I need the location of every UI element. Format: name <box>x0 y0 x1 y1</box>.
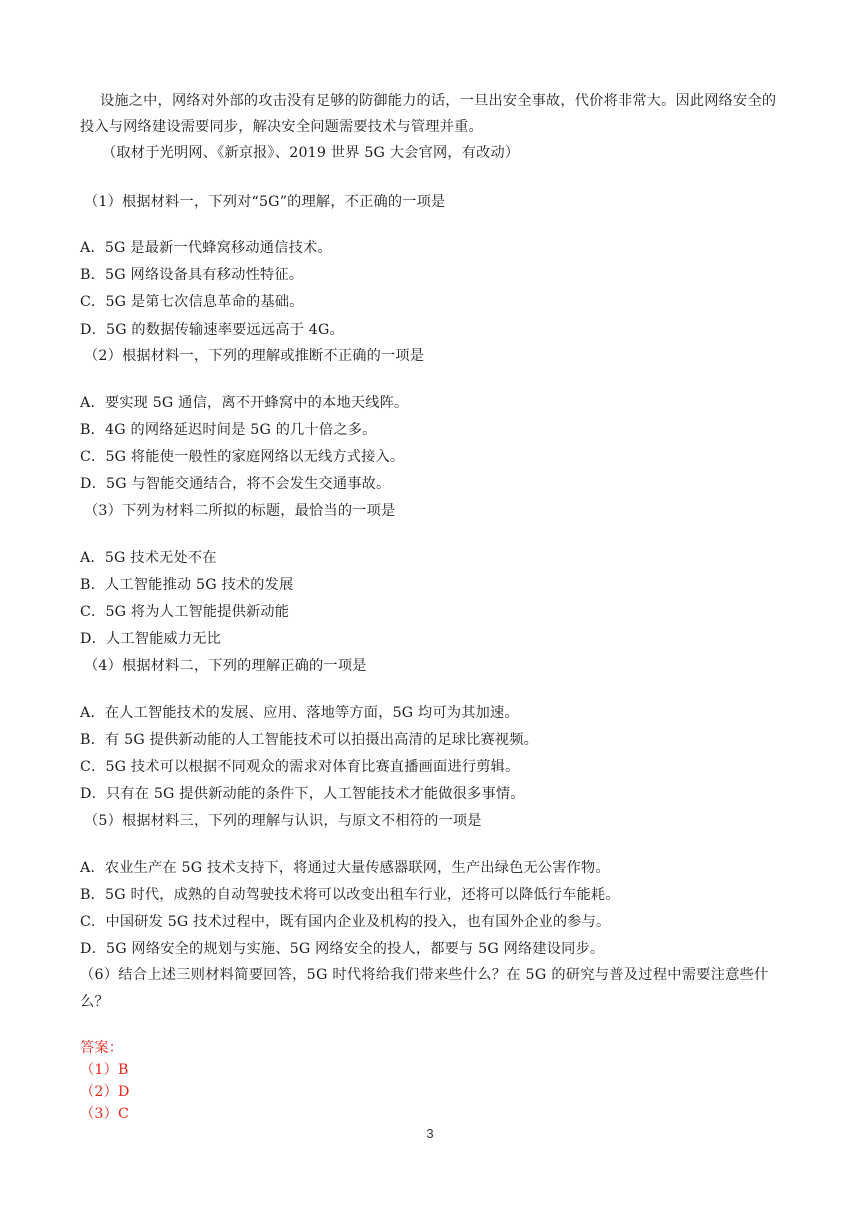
question-5-option-b: B．5G 时代，成熟的自动驾驶技术将可以改变出租车行业，还将可以降低行车能耗。 <box>80 887 620 903</box>
question-1-option-a: A．5G 是最新一代蜂窝移动通信技术。 <box>80 240 332 256</box>
question-2-stem: （2）根据材料一，下列的理解或推断不正确的一项是 <box>84 348 425 364</box>
question-5-option-c: C．中国研发 5G 技术过程中，既有国内企业及机构的投入，也有国外企业的参与。 <box>80 914 611 930</box>
question-1-option-b: B．5G 网络设备具有移动性特征。 <box>80 267 304 283</box>
question-5-stem: （5）根据材料三，下列的理解与认识，与原文不相符的一项是 <box>84 813 482 829</box>
question-2-option-d: D．5G 与智能交通结合，将不会发生交通事故。 <box>80 476 391 492</box>
question-3-option-b: B．人工智能推动 5G 技术的发展 <box>80 577 294 593</box>
question-1-option-c: C．5G 是第七次信息革命的基础。 <box>80 294 304 310</box>
question-4-option-a: A．在人工智能技术的发展、应用、落地等方面，5G 均可为其加速。 <box>80 705 519 721</box>
question-2-option-a: A．要实现 5G 通信，离不开蜂窝中的本地天线阵。 <box>80 395 409 411</box>
answer-item-2: （2）D <box>80 1084 130 1100</box>
question-1-option-d: D．5G 的数据传输速率要远远高于 4G。 <box>80 322 344 338</box>
question-2-option-c: C．5G 将能使一般性的家庭网络以无线方式接入。 <box>80 449 405 465</box>
question-4-stem: （4）根据材料二，下列的理解正确的一项是 <box>84 658 367 674</box>
page-number: 3 <box>426 1126 434 1141</box>
question-6-stem: （6）结合上述三则材料简要回答，5G 时代将给我们带来些什么？在 5G 的研究与普及过程中需要注意些什么？ <box>80 967 769 1010</box>
passage-paragraph: 设施之中，网络对外部的攻击没有足够的防御能力的话，一旦出安全事故，代价将非常大。因此网络安全的投入与网络建设需要同步，解决安全问题需要技术与管理并重。 <box>80 93 777 135</box>
question-5-option-d: D．5G 网络安全的规划与实施、5G 网络安全的投人，都要与 5G 网络建设同步。 <box>80 941 605 957</box>
answer-item-3: （3）C <box>80 1106 130 1122</box>
question-3-option-c: C．5G 将为人工智能提供新动能 <box>80 604 290 620</box>
question-4-option-d: D．只有在 5G 提供新动能的条件下，人工智能技术才能做很多事情。 <box>80 786 525 802</box>
question-3-option-d: D．人工智能威力无比 <box>80 631 222 647</box>
question-1-stem: （1）根据材料一，下列对“5G”的理解，不正确的一项是 <box>84 194 446 210</box>
question-3-stem: （3）下列为材料二所拟的标题，最恰当的一项是 <box>84 503 396 519</box>
question-2-option-b: B．4G 的网络延迟时间是 5G 的几十倍之多。 <box>80 422 377 438</box>
answer-label: 答案： <box>80 1040 124 1056</box>
material-passage <box>80 88 780 166</box>
answer-item-1: （1）B <box>80 1062 129 1078</box>
question-4-option-c: C．5G 技术可以根据不同观众的需求对体育比赛直播画面进行剪辑。 <box>80 759 520 775</box>
question-3-option-a: A．5G 技术无处不在 <box>80 550 217 566</box>
question-5-option-a: A．农业生产在 5G 技术支持下，将通过大量传感器联网，生产出绿色无公害作物。 <box>80 860 610 876</box>
passage-source: （取材于光明网、《新京报》、2019 世界 5G 大会官网，有改动） <box>102 145 520 161</box>
question-4-option-b: B．有 5G 提供新动能的人工智能技术可以拍摄出高清的足球比赛视频。 <box>80 732 539 748</box>
